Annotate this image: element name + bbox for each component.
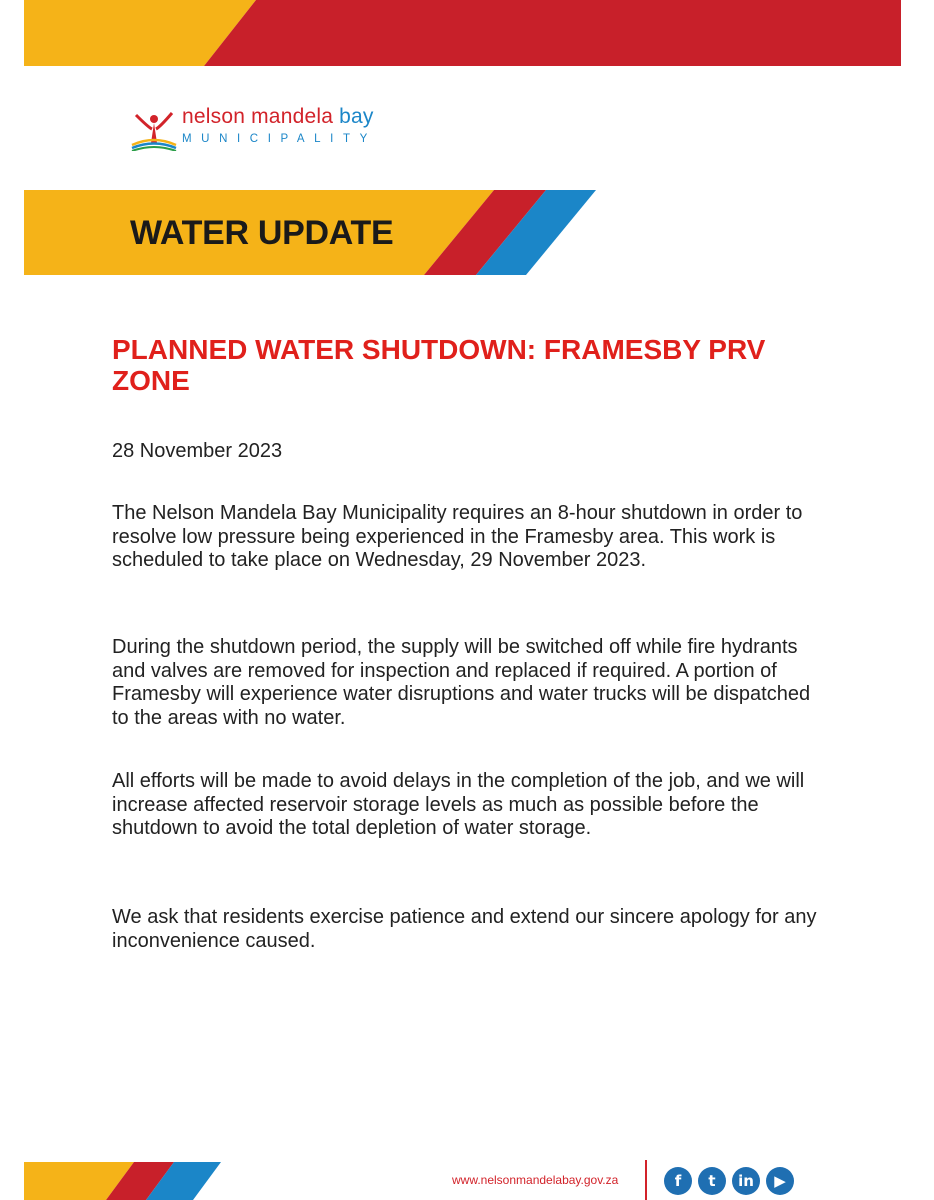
website-link[interactable]: www.nelsonmandelabay.gov.za	[452, 1173, 619, 1187]
logo-name	[182, 105, 374, 129]
twitter-icon[interactable]: t	[698, 1167, 726, 1195]
footer-divider	[645, 1160, 647, 1200]
youtube-icon[interactable]: ▶	[766, 1167, 794, 1195]
notice-date: 28 November 2023	[112, 440, 283, 462]
notice-paragraph: The Nelson Mandela Bay Municipality requires an 8-hour shutdown in order to resolve low pressure being experienced in the Framesby area. This work is scheduled to take place on Wednesday, 29 November 2023.	[112, 502, 803, 571]
logo-name-main: nelson mandela	[182, 105, 340, 128]
banner-title: WATER UPDATE	[130, 214, 394, 252]
notice-paragraph: We ask that residents exercise patience and extend our sincere apology for any inconvenience caused.	[112, 906, 817, 952]
municipality-logo	[130, 103, 410, 153]
linkedin-icon[interactable]: in	[732, 1167, 760, 1195]
logo-figure-icon	[130, 105, 180, 151]
logo-subtitle: MUNICIPALITY	[182, 133, 377, 145]
facebook-icon[interactable]: f	[664, 1167, 692, 1195]
notice-headline: PLANNED WATER SHUTDOWN: FRAMESBY PRV ZONE	[112, 334, 766, 396]
notice-paragraph: During the shutdown period, the supply will be switched off while fire hydrants and valves are removed for inspection and replaced if required. A portion of Framesby will experience water disruptions and water trucks will be dispatched to the areas with no water.	[112, 636, 811, 729]
footer-stripes	[24, 1162, 224, 1200]
logo-name-accent: bay	[339, 105, 374, 128]
top-banner	[24, 0, 901, 66]
water-update-banner	[24, 190, 596, 275]
notice-paragraph: All efforts will be made to avoid delays in the completion of the job, and we will increase affected reservoir storage levels as much as possible before the shutdown to avoid the total depletion of water storage.	[112, 770, 805, 839]
